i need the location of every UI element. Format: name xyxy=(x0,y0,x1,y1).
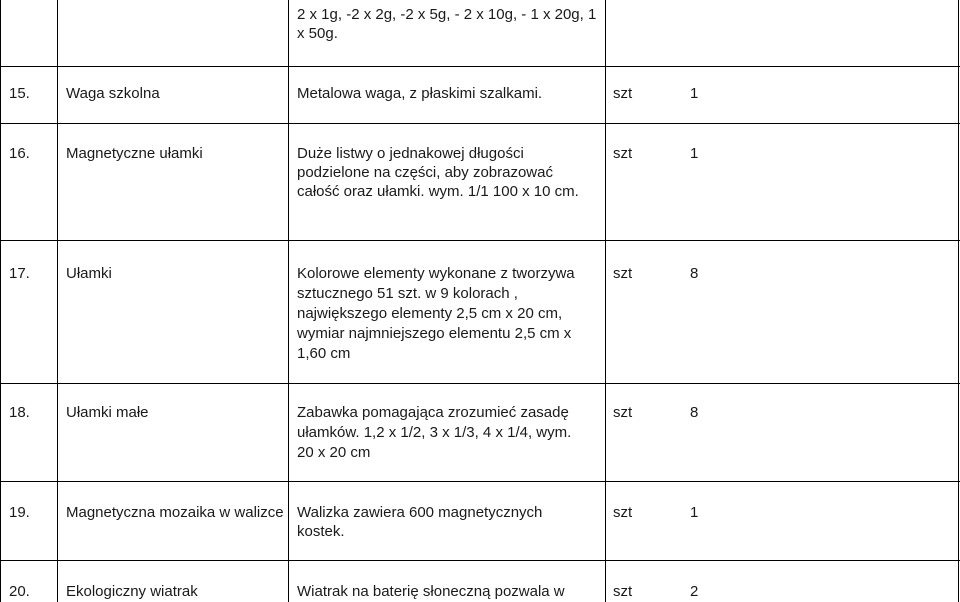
item-description: 2 x 1g, -2 x 2g, -2 x 5g, - 2 x 10g, - 1 x 20g, 1 x 50g. xyxy=(297,6,597,42)
item-unit: szt xyxy=(613,145,633,162)
table-row-divider xyxy=(0,123,960,124)
table-border-left xyxy=(0,0,1,602)
item-quantity: 1 xyxy=(690,85,699,102)
item-quantity: 1 xyxy=(690,145,699,162)
item-name: Ułamki małe xyxy=(66,404,149,421)
item-quantity: 8 xyxy=(690,265,699,282)
item-name: Magnetyczna mozaika w walizce xyxy=(66,504,284,521)
item-description: Kolorowe elementy wykonane z tworzywa sztucznego 51 szt. w 9 kolorach , największego elementy 2,5 cm x 20 cm, wymiar najmniejszego elementu 2,5 cm x 1,60 cm xyxy=(297,265,575,362)
item-name: Ekologiczny wiatrak xyxy=(66,583,198,600)
item-quantity: 2 xyxy=(690,583,699,600)
item-description: Zabawka pomagająca zrozumieć zasadę ułamków. 1,2 x 1/2, 3 x 1/3, 4 x 1/4, wym. 20 x 20 cm xyxy=(297,404,572,461)
item-unit: szt xyxy=(613,504,633,521)
item-number: 16. xyxy=(9,145,30,162)
table-row-divider xyxy=(0,66,960,67)
item-name: Waga szkolna xyxy=(66,85,160,102)
table-column-divider xyxy=(605,0,606,602)
item-description: Duże listwy o jednakowej długości podzielone na części, aby zobrazować całość oraz ułamki. wym. 1/1 100 x 10 cm. xyxy=(297,145,579,200)
item-unit: szt xyxy=(613,583,633,600)
item-number: 18. xyxy=(9,404,30,421)
item-name: Ułamki xyxy=(66,265,112,282)
table-border-right xyxy=(958,0,959,602)
item-name: Magnetyczne ułamki xyxy=(66,145,203,162)
item-number: 15. xyxy=(9,85,30,102)
table-row-divider xyxy=(0,560,960,561)
table-row-divider xyxy=(0,240,960,241)
table-row-divider xyxy=(0,481,960,482)
table-row-divider xyxy=(0,383,960,384)
item-description: Wiatrak na baterię słoneczną pozwala w xyxy=(297,583,565,600)
table-column-divider xyxy=(57,0,58,602)
table-column-divider xyxy=(288,0,289,602)
item-quantity: 8 xyxy=(690,404,699,421)
item-unit: szt xyxy=(613,404,633,421)
item-description: Metalowa waga, z płaskimi szalkami. xyxy=(297,85,543,102)
item-quantity: 1 xyxy=(690,504,699,521)
item-number: 19. xyxy=(9,504,30,521)
item-description: Walizka zawiera 600 magnetycznych kostek. xyxy=(297,504,543,540)
item-unit: szt xyxy=(613,85,633,102)
item-unit: szt xyxy=(613,265,633,282)
item-number: 20. xyxy=(9,583,30,600)
item-number: 17. xyxy=(9,265,30,282)
